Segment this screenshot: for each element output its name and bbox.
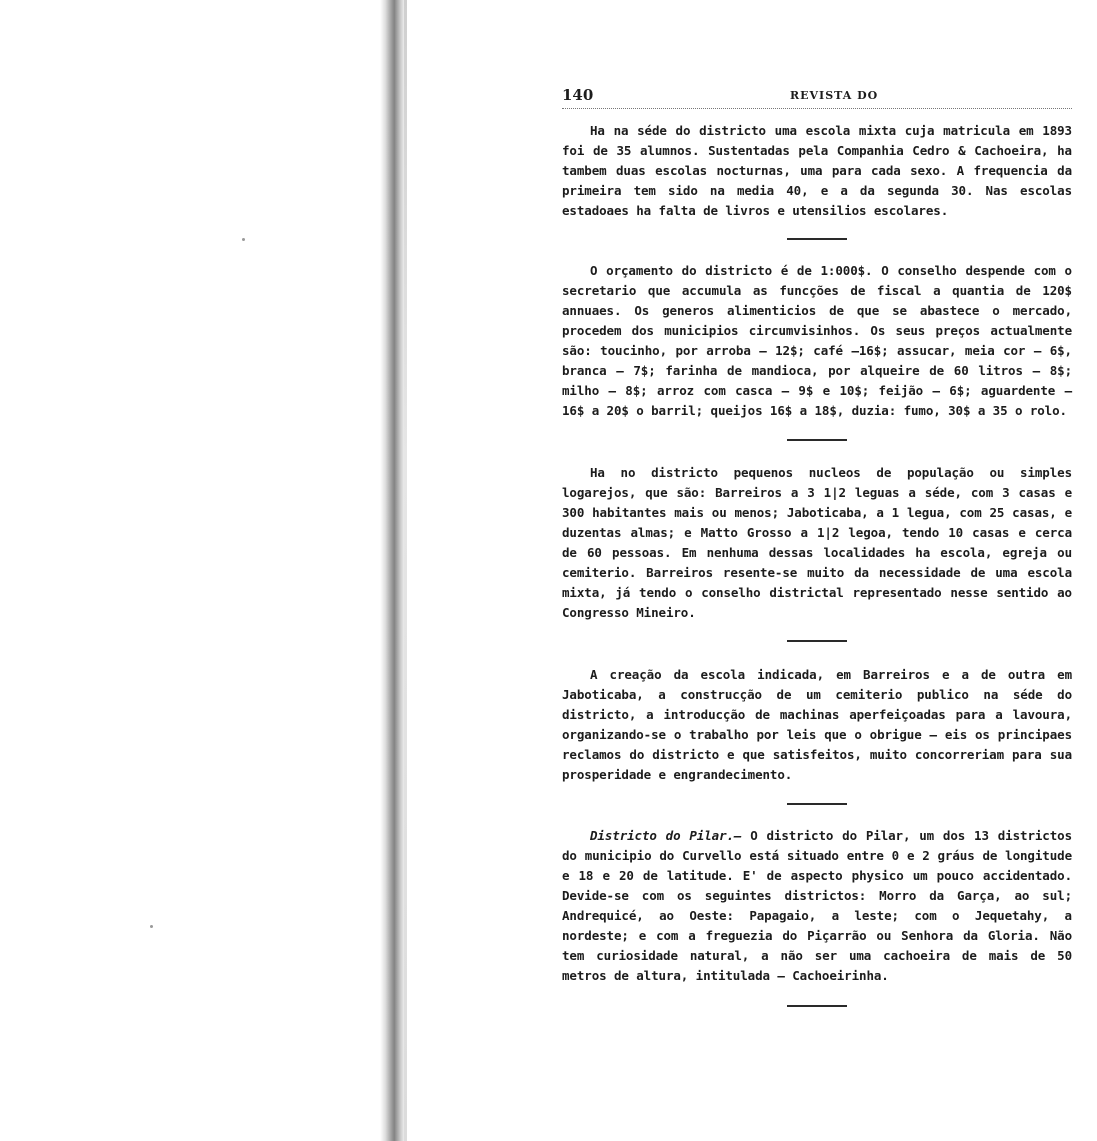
section-divider: [787, 439, 847, 441]
page-number: 140: [562, 86, 594, 104]
section-divider: [787, 803, 847, 805]
paragraph-schools: [562, 121, 1072, 221]
paper-speck: [150, 925, 153, 928]
paragraph-text: O districto do Pilar, um dos 13 districtos do municipio do Curvello está situado entre 0 e 2 gráus de longitude e 18 e 20 de latitude. E' de aspecto physico um pouco accidentado. Devide-se com os seguintes districtos: Morro da Garça, ao sul; Andrequicé, ao Oeste: Papagaio, a leste; com o Jequetahy, a nordeste; e com a freguezia do Piçarrão ou Senhora da Gloria. Não tem curiosidade natural, a não ser uma cachoeira de mais de 50 metros de altura, intitulada — Cachoeirinha.: [562, 828, 1072, 983]
paragraph-pilar-district: [562, 826, 1072, 986]
binding-edge-line: [404, 0, 407, 1141]
binding-gutter-shadow: [380, 0, 406, 1141]
paragraph-settlements: [562, 463, 1072, 623]
paragraph-text: Ha na séde do districto uma escola mixta cuja matricula em 1893 foi de 35 alumnos. Sustentadas pela Companhia Cedro & Cachoeira, ha tambem duas escolas nocturnas, uma para cada sexo. A frequencia da primeira tem sido na media 40, e a da segunda 30. Nas escolas estadoaes ha falta de livros e utensilios escolares.: [562, 123, 1072, 218]
running-title: REVISTA DO: [790, 89, 879, 102]
section-lead-heading: Districto do Pilar.—: [590, 828, 742, 843]
paragraph-text: O orçamento do districto é de 1:000$. O conselho despende com o secretario que accumula as funcções de fiscal a quantia de 120$ annuaes. Os generos alimenticios de que se abastece o mercado, procedem dos municipios circumvisinhos. Os seus preços actualmente são: toucinho, por arroba — 12$; café —16$; assucar, meia cor — 6$, branca — 7$; farinha de mandioca, por alqueire de 60 litros — 8$; milho — 8$; arroz com casca — 9$ e 10$; feijão — 6$; aguardente — 16$ a 20$ o barril; queijos 16$ a 18$, duzia: fumo, 30$ a 35 o rolo.: [562, 263, 1072, 418]
paragraph-budget-prices: [562, 261, 1072, 421]
paper-speck: [242, 238, 245, 241]
paragraph-text: A creação da escola indicada, em Barreiros e a de outra em Jaboticaba, a construcção de um cemiterio publico na séde do districto, a introducção de machinas aperfeiçoadas para a lavoura, organizando-se o trabalho por leis que o obrigue — eis os principaes reclamos do districto e que satisfeitos, muito concorreriam para sua prosperidade e engrandecimento.: [562, 667, 1072, 782]
paragraph-text: Ha no districto pequenos nucleos de população ou simples logarejos, que são: Barreiros a 3 1|2 leguas a séde, com 3 casas e 300 habitantes mais ou menos; Jaboticaba, a 1 legua, com 25 casas, e duzentas almas; e Matto Grosso a 1|2 legoa, tendo 10 casas e cerca de 60 pessoas. Em nenhuma dessas localidades ha escola, egreja ou cemiterio. Barreiros resente-se muito da necessidade de uma escola mixta, já tendo o conselho districtal representado nesse sentido ao Congresso Mineiro.: [562, 465, 1072, 620]
book-page: [562, 82, 1072, 1007]
page-header: [562, 82, 1072, 109]
section-divider: [787, 640, 847, 642]
paragraph-demands: [562, 665, 1072, 785]
section-divider: [787, 1005, 847, 1007]
section-divider: [787, 238, 847, 240]
